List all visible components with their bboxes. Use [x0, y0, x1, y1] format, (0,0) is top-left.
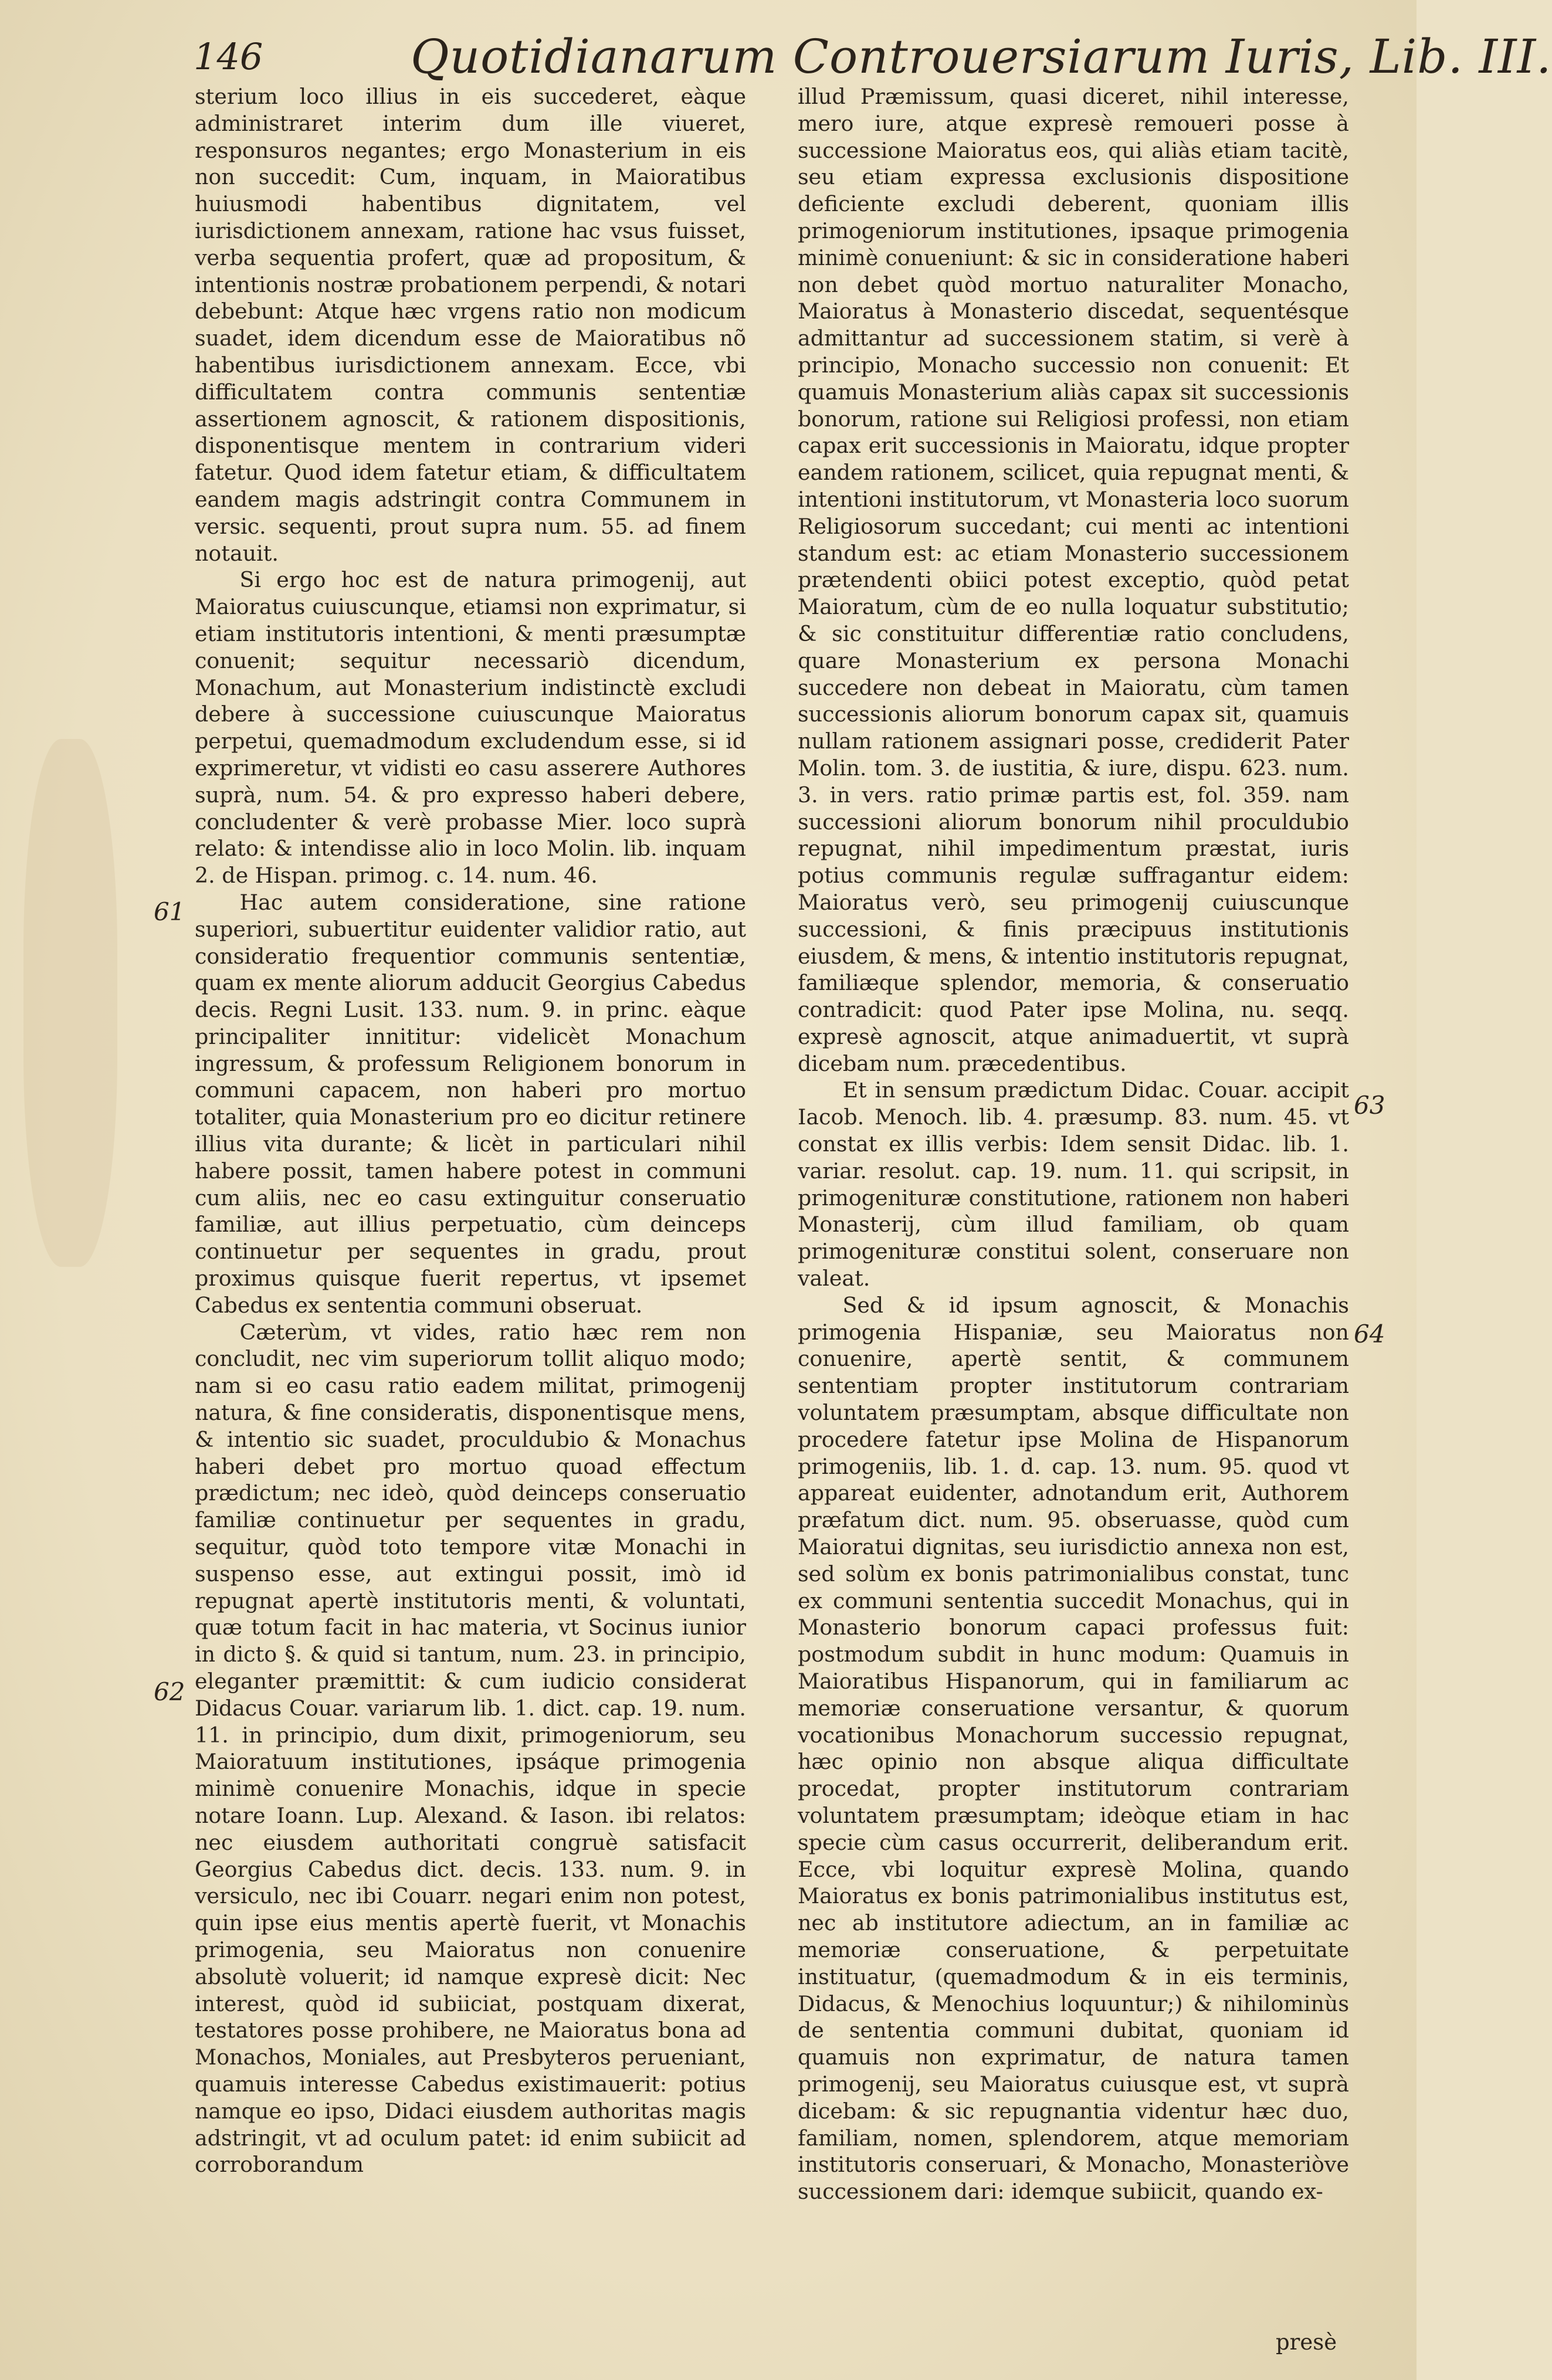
paragraph: illud Præmissum, quasi diceret, nihil interesse, mero iure, atque expresè remoueri posse à successione Maioratus eos, qui aliàs etiam tacitè, seu etiam expressa exclusionis dispositione deficiente excludi deberent, quoniam illis primogeniorum institutiones, ipsaque primogenia minimè conueniunt: & sic in consideratione haberi non debet quòd mortuo naturaliter Monacho, Maioratus à Monasterio discedat, sequentésque admittantur ad successionem statim, si verè à principio, Monacho successio non conuenit: Et quamuis Monasterium aliàs capax sit successionis bonorum, ratione sui Religiosi professi, non etiam capax erit successionis in Maioratu, idque propter eandem rationem, scilicet, quia repugnat menti, & intentioni institutorum, vt Monasteria loco suorum Religiosorum succedant; cui menti ac intentioni standum est: ac etiam Monasterio successionem prætendenti obiici potest exceptio, quòd petat Maioratum, cùm de eo nulla loquatur substitutio; & sic constituitur differentiæ ratio concludens, quare Monasterium ex persona Monachi succedere non debeat in Maioratu, cùm tamen successionis aliorum bonorum capax sit, quamuis nullam rationem assignari posse, crediderit Pater Molin. tom. 3. de iustitia, & iure, dispu. 623. num. 3. in vers. ratio primæ partis est, fol. 359. nam successioni aliorum bonorum nihil proculdubio repugnat, nihil impedimentum præstat, iuris potius communis regulæ suffragantur eidem: Maioratus verò, seu primogenij cuiuscunque successioni, & finis præcipuus institutionis eiusdem, & mens, & intentio institutoris repugnat, familiæque splendor, memoria, & conseruatio contradicit: quod Pater ipse Molina, nu. seqq. expresè agnoscit, atque animaduertit, vt suprà dicebam num. præcedentibus. [798, 84, 1349, 1076]
paper-stain [23, 739, 117, 1267]
page-header [194, 29, 1552, 88]
margin-number: 61 [154, 897, 185, 926]
catchword: presè [1276, 2330, 1337, 2355]
paragraph: Sed & id ipsum agnoscit, & Monachis primogenia Hispaniæ, seu Maioratus non conuenire, apertè sentit, & communem sententiam propter institutorum contrariam voluntatem præsumptam, absque difficultate non procedere fatetur ipse Molina de Hispanorum primogeniis, lib. 1. d. cap. 13. num. 95. quod vt appareat euidenter, adnotandum erit, Authorem præfatum dict. num. 95. obseruasse, quòd cum Maioratui dignitas, seu iurisdictio annexa non est, sed solùm ex bonis patrimonialibus constat, tunc ex communi sententia succedit Monachus, qui in Monasterio bonorum capaci professus fuit: postmodum subdit in hunc modum: Quamuis in Maioratibus Hispanorum, qui in familiarum ac memoriæ conseruatione versantur, & quorum vocationibus Monachorum successio repugnat, hæc opinio non absque aliqua difficultate procedat, propter institutorum contrariam voluntatem præsumptam; ideòque etiam in hac specie cùm casus occurrerit, deliberandum erit. Ecce, vbi loquitur expresè Molina, quando Maioratus ex bonis patrimonialibus institutus est, nec ab institutore adiectum, an in familiæ ac memoriæ conseruatione, & perpetuitate instituatur, (quemadmodum & in eis terminis, Didacus, & Menochius loquuntur;) & nihilominùs de sententia communi dubitat, quoniam id quamuis non exprimatur, de natura tamen primogenij, seu Maioratus cuiusque est, vt suprà dicebam: & sic repugnantia videntur hæc duo, familiam, nomen, splendorem, atque memoriam institutoris conseruari, & Monacho, Monasteriòve successionem dari: idemque subiicit, quando ex- [798, 1292, 1349, 2205]
paragraph: Hac autem consideratione, sine ratione superiori, subuertitur euidenter validior ratio, aut consideratio frequentior communis sententiæ, quam ex mente aliorum adducit Georgius Cabedus decis. Regni Lusit. 133. num. 9. in princ. eàque principaliter innititur: videlicèt Monachum ingressum, & professum Religionem bonorum in communi capacem, non haberi pro mortuo totaliter, quia Monasterium pro eo dicitur retinere illius vita durante; & licèt in particulari nihil habere possit, tamen habere potest in communi cum aliis, nec eo casu extinguitur conseruatio familiæ, aut illius perpetuatio, cùm deinceps continuetur per sequentes in gradu, prout proximus quisque fuerit repertus, vt ipsemet Cabedus ex sententia communi obseruat. [195, 889, 746, 1318]
right-column [798, 83, 1349, 2205]
paragraph: sterium loco illius in eis succederet, eàque administraret interim dum ille viueret, responsuros negantes; ergo Monasterium in eis non succedit: Cum, inquam, in Maioratibus huiusmodi habentibus dignitatem, vel iurisdictionem annexam, ratione hac vsus fuisset, verba sequentia profert, quæ ad propositum, & intentionis nostræ probationem perpendi, & notari debebunt: Atque hæc vrgens ratio non modicum suadet, idem dicendum esse de Maioratibus nõ habentibus iurisdictionem annexam. Ecce, vbi difficultatem contra communis sententiæ assertionem agnoscit, & rationem dispositionis, disponentisque mentem in contrarium videri fatetur. Quod idem fatetur etiam, & difficultatem eandem magis adstringit contra Communem in versic. sequenti, prout supra num. 55. ad finem notauit. [195, 84, 747, 566]
margin-number: 62 [154, 1677, 185, 1706]
page-number: 146 [194, 35, 263, 78]
running-head: Quotidianarum Controuersiarum Iuris, Lib. III. [411, 29, 1552, 84]
paragraph: Si ergo hoc est de natura primogenij, aut Maioratus cuiuscunque, etiamsi non exprimatur, si etiam institutoris intentioni, & menti præsumptæ conuenit; sequitur necessariò dicendum, Monachum, aut Monasterium indistinctè excludi debere à successione cuiuscunque Maioratus perpetui, quemadmodum excludendum esse, si id exprimeretur, vt vidisti eo casu asserere Authores suprà, num. 54. & pro expresso haberi debere, concludenter & verè probasse Mier. loco suprà relato: & intendisse alio in loco Molin. lib. inquam 2. de Hispan. primog. c. 14. num. 46. [195, 567, 746, 889]
margin-number: 63 [1354, 1091, 1385, 1120]
paragraph: Et in sensum prædictum Didac. Couar. accipit Iacob. Menoch. lib. 4. præsump. 83. num. 45. vt constat ex illis verbis: Idem sensit Didac. lib. 1. variar. resolut. cap. 19. num. 11. qui scripsit, in primogenituræ constitutione, rationem non haberi Monasterij, cùm illud familiam, ob quam primogenituræ constitui solent, conseruare non valeat. [798, 1077, 1349, 1291]
margin-number: 64 [1354, 1320, 1385, 1348]
left-column [195, 83, 746, 2178]
paragraph: Cæterùm, vt vides, ratio hæc rem non concludit, nec vim superiorum tollit aliquo modo; nam si eo casu ratio eadem militat, primogenij natura, & fine consideratis, disponentisque mens, & intentio sic suadet, proculdubio & Monachus haberi debet pro mortuo quoad effectum prædictum; nec ideò, quòd deinceps conseruatio familiæ continuetur per sequentes in gradu, sequitur, quòd toto tempore vitæ Monachi in suspenso esse, aut extingui possit, imò id repugnat apertè institutoris menti, & voluntati, quæ totum facit in hac materia, vt Socinus iunior in dicto §. & quid si tantum, num. 23. in principio, eleganter præmittit: & cum iudicio considerat Didacus Couar. variarum lib. 1. dict. cap. 19. num. 11. in principio, dum dixit, primogeniorum, seu Maioratuum institutiones, ipsáque primogenia minimè conuenire Monachis, idque in specie notare Ioann. Lup. Alexand. & Iason. ibi relatos: nec eiusdem authoritati congruè satisfacit Georgius Cabedus dict. decis. 133. num. 9. in versiculo, nec ibi Couarr. negari enim non potest, quin ipse eius mentis apertè fuerit, vt Monachis primogenia, seu Maioratus non conuenire absolutè voluerit; id namque expresè dicit: Nec interest, quòd id subiiciat, postquam dixerat, testatores posse prohibere, ne Maioratus bona ad Monachos, Moniales, aut Presbyteros perueniant, quamuis interesse Cabedus existimauerit: potius namque eo ipso, Didaci eiusdem authoritas magis adstringit, vt ad oculum patet: id enim subiicit ad corroborandum [195, 1319, 746, 2178]
